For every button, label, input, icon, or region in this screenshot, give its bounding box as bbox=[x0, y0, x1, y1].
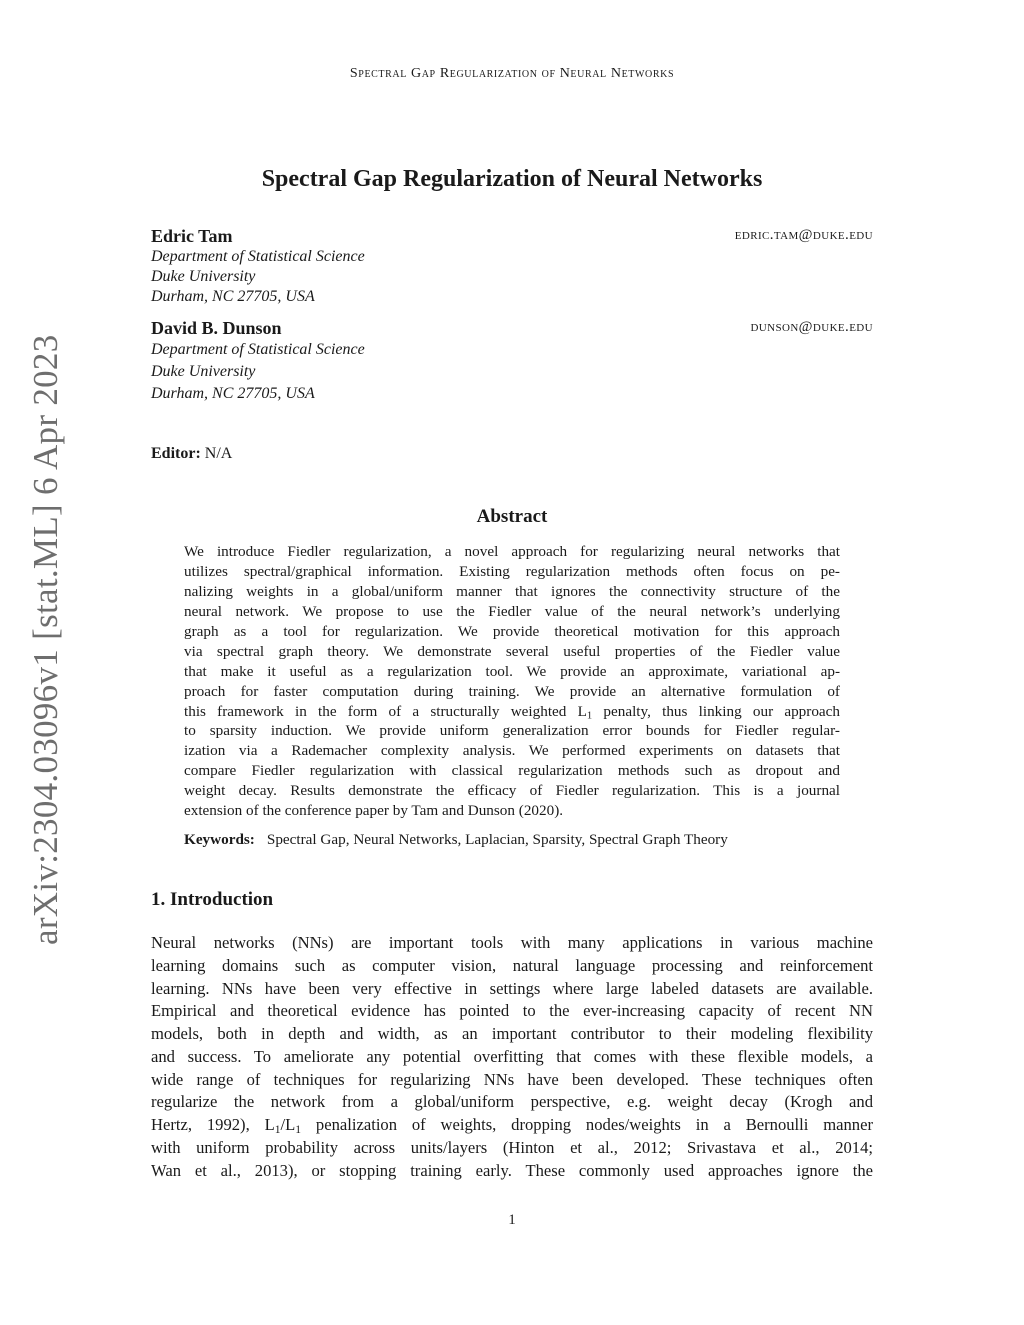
author-university: Duke University bbox=[151, 268, 256, 285]
author-address: Durham, NC 27705, USA bbox=[151, 288, 315, 305]
abstract-line: neural network. We propose to use the Fiedler value of the neural network’s underlying bbox=[184, 602, 840, 620]
keywords-label: Keywords: bbox=[184, 831, 255, 848]
abstract-line: compare Fiedler regularization with classical regularization methods such as dropout and bbox=[184, 762, 840, 780]
subscript: 1 bbox=[586, 710, 593, 722]
abstract-line-text: this framework in the form of a structurally weighted L bbox=[184, 702, 587, 720]
body-line: Neural networks (NNs) are important tools with many applications in various machine bbox=[151, 933, 873, 952]
editor-label: Editor: bbox=[151, 445, 201, 462]
abstract-line: weight decay. Results demonstrate the efficacy of Fiedler regularization. This is a journal bbox=[184, 782, 840, 800]
page-number: 1 bbox=[508, 1212, 516, 1228]
editor-value: N/A bbox=[204, 445, 233, 462]
keywords-value: Spectral Gap, Neural Networks, Laplacian, Sparsity, Spectral Graph Theory bbox=[266, 831, 728, 848]
author-email[interactable]: edric.tam@duke.edu bbox=[734, 227, 873, 243]
keywords-line bbox=[184, 831, 840, 849]
abstract-line: via spectral graph theory. We demonstrate several useful properties of the Fiedler value bbox=[184, 642, 840, 660]
abstract-line-text: penalty, thus linking our approach bbox=[592, 702, 840, 720]
body-line: with uniform probability across units/layers (Hinton et al., 2012; Srivastava et al., 2014; bbox=[151, 1137, 873, 1157]
body-line-text: /L bbox=[280, 1115, 296, 1134]
body-line: regularize the network from a global/uniform perspective, e.g. weight decay (Krogh and bbox=[151, 1092, 873, 1112]
body-line: models, both in depth and width, as an important contributor to their modeling flexibility bbox=[151, 1024, 873, 1043]
body-line: Empirical and theoretical evidence has pointed to the ever-increasing capacity of recent NN bbox=[151, 1001, 873, 1021]
body-line-text: Hertz, 1992), L bbox=[151, 1115, 275, 1134]
body-line: learning domains such as computer vision, natural language processing and reinforcement bbox=[151, 955, 873, 975]
author-block-1 bbox=[151, 225, 873, 307]
author-email[interactable]: dunson@duke.edu bbox=[750, 319, 873, 335]
body-line-text: penalization of weights, dropping nodes/weights in a Bernoulli manner bbox=[301, 1115, 873, 1134]
editor-line bbox=[151, 445, 232, 463]
body-line: and success. To ameliorate any potential overfitting that comes with these flexible models, a bbox=[151, 1046, 873, 1066]
abstract-line: that make it useful as a regularization tool. We provide an approximate, variational ap- bbox=[184, 662, 840, 680]
body-line: Wan et al., 2013), or stopping training early. These commonly used approaches ignore the bbox=[151, 1160, 873, 1180]
author-name: Edric Tam bbox=[151, 226, 233, 246]
abstract-body bbox=[184, 542, 840, 821]
abstract-line: proach for faster computation during training. We provide an alternative formulation of bbox=[184, 682, 840, 700]
subscript: 1 bbox=[295, 1122, 302, 1136]
body-line: wide range of techniques for regularizing NNs have been developed. These techniques often bbox=[151, 1069, 873, 1089]
subscript: 1 bbox=[274, 1122, 281, 1136]
abstract-line: nalizing weights in a global/uniform manner that ignores the connectivity structure of the bbox=[184, 582, 840, 600]
section-heading-introduction: 1. Introduction bbox=[151, 889, 274, 910]
introduction-body bbox=[151, 932, 873, 1182]
abstract-line: graph as a tool for regularization. We provide theoretical motivation for this approach bbox=[184, 622, 840, 640]
arxiv-identifier-stamp: arXiv:2304.03096v1 [stat.ML] 6 Apr 2023 bbox=[26, 334, 65, 945]
abstract-line: ization via a Rademacher complexity analysis. We performed experiments on datasets that bbox=[184, 742, 840, 760]
abstract-line: extension of the conference paper by Tam and Dunson (2020). bbox=[184, 802, 564, 820]
author-block-2 bbox=[151, 317, 873, 405]
abstract-heading: Abstract bbox=[476, 506, 548, 527]
author-name: David B. Dunson bbox=[151, 318, 282, 338]
body-line bbox=[151, 1114, 873, 1137]
running-head: Spectral Gap Regularization of Neural Networks bbox=[349, 66, 675, 81]
body-line: learning. NNs have been very effective in settings where large labeled datasets are available. bbox=[151, 978, 873, 998]
author-department: Department of Statistical Science bbox=[151, 248, 365, 265]
author-address: Durham, NC 27705, USA bbox=[151, 385, 315, 402]
abstract-line: We introduce Fiedler regularization, a novel approach for regularizing neural networks that bbox=[184, 543, 840, 560]
paper-title: Spectral Gap Regularization of Neural Networks bbox=[261, 166, 763, 192]
abstract-line: to sparsity induction. We provide uniform generalization error bounds for Fiedler regular- bbox=[184, 722, 840, 740]
author-university: Duke University bbox=[151, 363, 256, 380]
abstract-line: utilizes spectral/graphical information. Existing regularization methods often focus on pe- bbox=[184, 562, 840, 580]
author-department: Department of Statistical Science bbox=[151, 341, 365, 358]
abstract-line bbox=[184, 702, 840, 722]
